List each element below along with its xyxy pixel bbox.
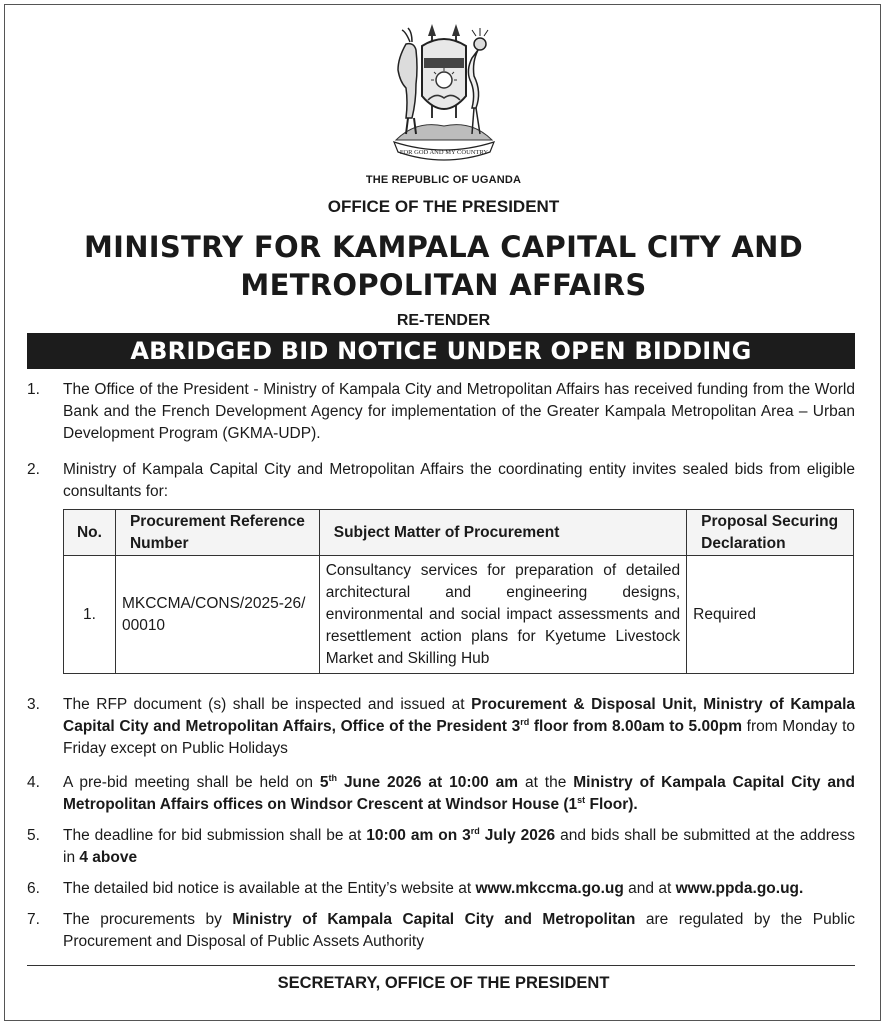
procurement-table <box>63 509 854 674</box>
signatory-title: SECRETARY, OFFICE OF THE PRESIDENT <box>277 974 610 992</box>
table-header-row <box>64 510 854 556</box>
cell-reference-number: MKCCMA/CONS/2025-26/00010 <box>115 556 319 674</box>
item-text: The procurements by Ministry of Kampala Capital City and Metropolitan are regulated by the Public Procurement and Disposal of Public Assets Authority <box>63 911 856 950</box>
header-securing-declaration: Proposal Securing Declaration <box>687 510 854 556</box>
entity-website-link[interactable]: www.mkccma.go.ug <box>475 880 624 897</box>
item-text: Ministry of Kampala Capital City and Metropolitan Affairs the coordinating entity invites sealed bids from eligible consultants for: <box>63 461 855 500</box>
notice-item-7 <box>27 909 855 953</box>
notice-item-4 <box>27 772 855 816</box>
ministry-title-line-2: METROPOLITAN AFFAIRS <box>240 268 647 302</box>
item-number: 4. <box>27 774 40 791</box>
uganda-coat-of-arms-logo <box>376 22 512 162</box>
motto-text: FOR GOD AND MY COUNTRY <box>399 149 489 156</box>
notice-item-5 <box>27 825 855 869</box>
item-text: The deadline for bid submission shall be at 10:00 am on 3rd July 2026 and bids shall be submitted at the address in 4 above <box>63 825 855 866</box>
republic-label: THE REPUBLIC OF UGANDA <box>365 174 522 186</box>
header-reference-number: Procurement Reference Number <box>115 510 319 556</box>
item-text: A pre-bid meeting shall be held on 5th June 2026 at 10:00 am at the Ministry of Kampala Capital City and Metropolitan Affairs offices on Windsor Crescent at Windsor House (1st Floor). <box>63 772 855 813</box>
cell-no: 1. <box>64 556 116 674</box>
item-number: 3. <box>27 696 40 713</box>
ministry-title <box>0 228 887 304</box>
notice-item-1 <box>27 379 855 445</box>
notice-item-3 <box>27 694 855 760</box>
footer-divider <box>27 965 855 966</box>
notice-item-2 <box>27 459 855 503</box>
item-text: The Office of the President - Ministry of Kampala City and Metropolitan Affairs has received funding from the World Bank and the French Development Agency for implementation of the Greater Kampala Metropolitan Area – Urban Development Program (GKMA-UDP). <box>63 381 855 442</box>
item-number: 6. <box>27 880 40 897</box>
notice-banner: ABRIDGED BID NOTICE UNDER OPEN BIDDING <box>27 333 855 369</box>
office-title: OFFICE OF THE PRESIDENT <box>327 197 560 216</box>
item-text: The detailed bid notice is available at the Entity’s website at www.mkccma.go.ug and at www.ppda.go.ug. <box>63 880 804 897</box>
ppda-website-link[interactable]: www.ppda.go.ug. <box>675 880 804 897</box>
notice-item-6 <box>27 878 855 900</box>
item-number: 1. <box>27 381 40 398</box>
cell-subject-matter: Consultancy services for preparation of detailed architectural and engineering designs, environmental and social impact assessments and resettlement action plans for Kyetume Livestock Market and Skilling Hub <box>319 556 686 674</box>
item-text: The RFP document (s) shall be inspected and issued at Procurement & Disposal Unit, Ministry of Kampala Capital City and Metropolitan Affairs, Office of the President 3rd floor from 8.00am to 5.00pm from Monday to Friday except on Public Holidays <box>63 696 855 757</box>
item-number: 2. <box>27 461 40 478</box>
header-subject-matter: Subject Matter of Procurement <box>319 510 686 556</box>
header-no: No. <box>64 510 116 556</box>
table-row <box>64 556 854 674</box>
retender-label: RE-TENDER <box>396 312 491 329</box>
item-number: 5. <box>27 827 40 844</box>
cell-securing-declaration: Required <box>687 556 854 674</box>
ministry-title-line-1: MINISTRY FOR KAMPALA CAPITAL CITY AND <box>83 230 804 264</box>
item-number: 7. <box>27 911 40 928</box>
